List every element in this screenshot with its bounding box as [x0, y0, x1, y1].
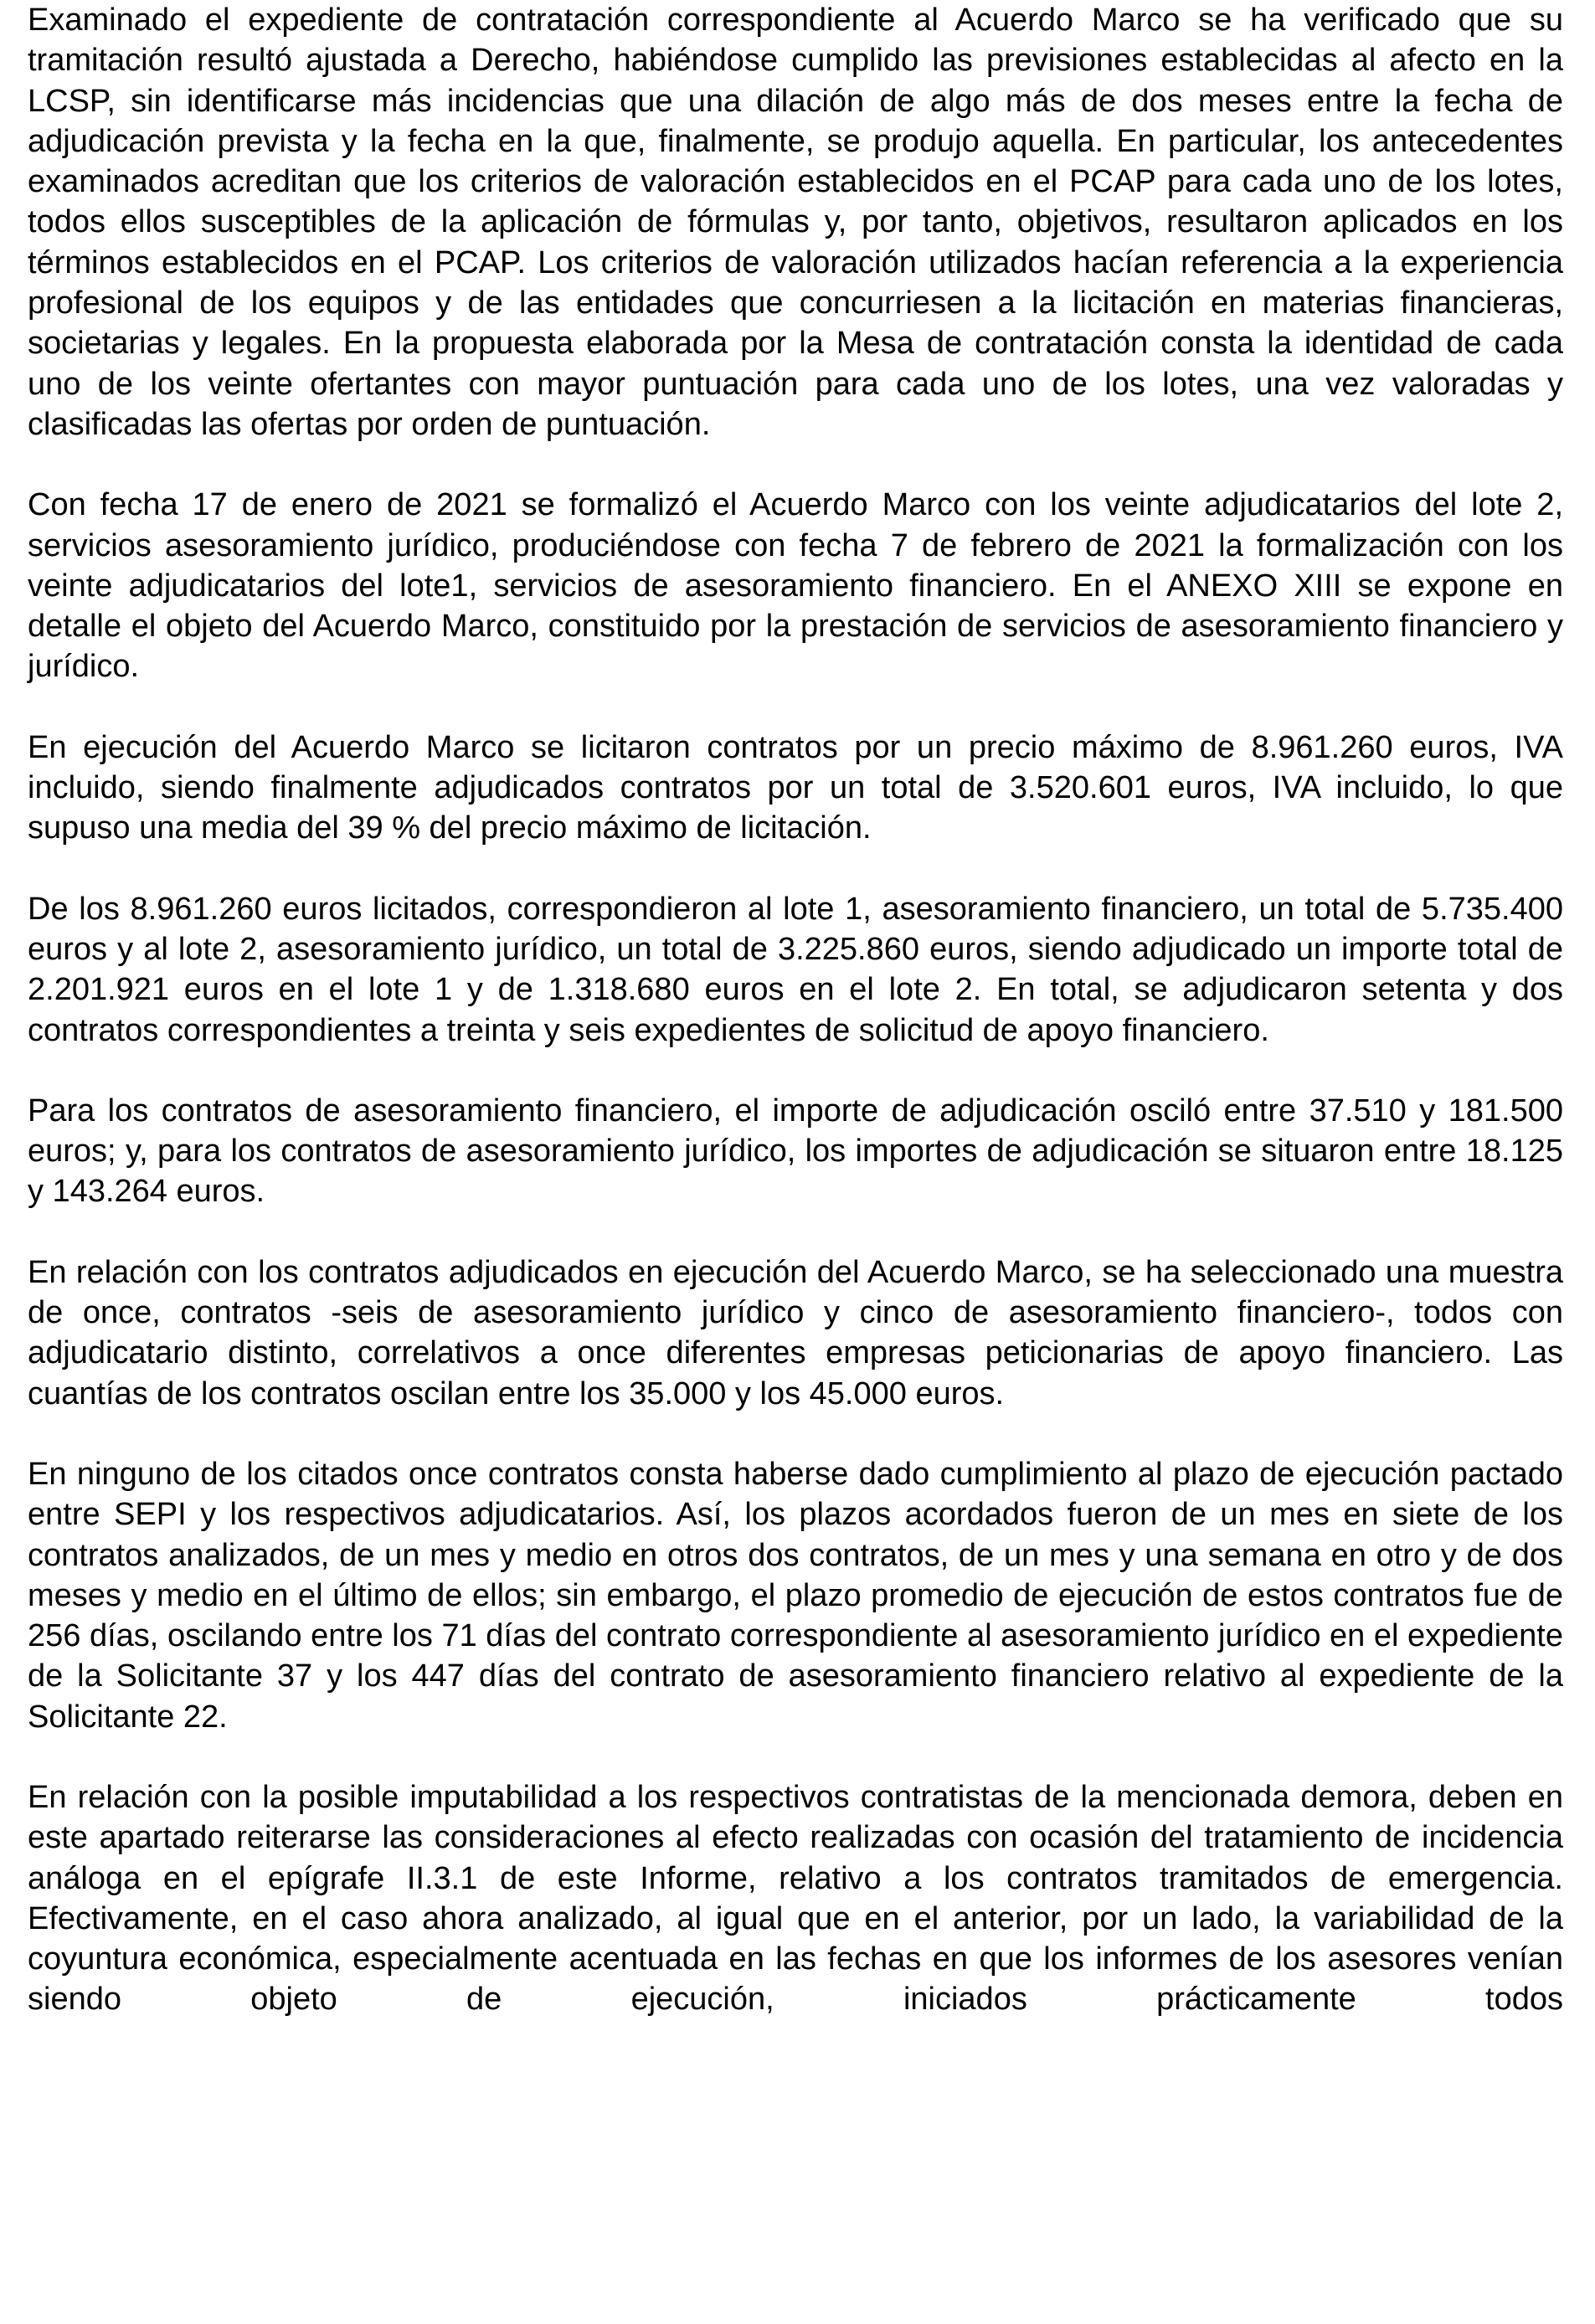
paragraph-2: Con fecha 17 de enero de 2021 se formalizó el Acuerdo Marco con los veinte adjudicatarios del lote 2, servicios asesoramiento jurídico, produciéndose con fecha 7 de febrero de 2021 la formalización con los veinte adjudicatarios del lote1, servicios de asesoramiento financiero. En el ANEXO XIII se expone en detalle el objeto del Acuerdo Marco, constituido por la prestación de servicios de asesoramiento financiero y jurídico. — [28, 487, 1563, 685]
paragraph-6: En relación con los contratos adjudicados en ejecución del Acuerdo Marco, se ha seleccionado una muestra de once, contratos -seis de asesoramiento jurídico y cinco de asesoramiento financiero-, todos con adjudicatario distinto, correlativos a once diferentes empresas peticionarias de apoyo financiero. Las cuantías de los contratos oscilan entre los 35.000 y los 45.000 euros. — [28, 1254, 1563, 1411]
paragraph-3: En ejecución del Acuerdo Marco se licitaron contratos por un precio máximo de 8.961.260 euros, IVA incluido, siendo finalmente adjudicados contratos por un total de 3.520.601 euros, IVA incluido, lo que supuso una media del 39 % del precio máximo de licitación. — [28, 729, 1563, 846]
paragraph-1: Examinado el expediente de contratación correspondiente al Acuerdo Marco se ha verificado que su tramitación resultó ajustada a Derecho, habiéndose cumplido las previsiones establecidas al afecto en la LCSP, sin identificarse más incidencias que una dilación de algo más de dos meses entre la fecha de adjudicación prevista y la fecha en la que, finalmente, se produjo aquella. En particular, los antecedentes examinados acreditan que los criterios de valoración establecidos en el PCAP para cada uno de los lotes, todos ellos susceptibles de la aplicación de fórmulas y, por tanto, objetivos, resultaron aplicados en los términos establecidos en el PCAP. Los criterios de valoración utilizados hacían referencia a la experiencia profesional de los equipos y de las entidades que concurriesen a la licitación en materias financieras, societarias y legales. En la propuesta elaborada por la Mesa de contratación consta la identidad de cada uno de los veinte ofertantes con mayor puntuación para cada uno de los lotes, una vez valoradas y clasificadas las ofertas por orden de puntuación. — [28, 3, 1563, 442]
document-body — [28, 0, 1563, 2020]
paragraph-4: De los 8.961.260 euros licitados, correspondieron al lote 1, asesoramiento financiero, un total de 5.735.400 euros y al lote 2, asesoramiento jurídico, un total de 3.225.860 euros, siendo adjudicado un importe total de 2.201.921 euros en el lote 1 y de 1.318.680 euros en el lote 2. En total, se adjudicaron setenta y dos contratos correspondientes a treinta y seis expedientes de solicitud de apoyo financiero. — [28, 891, 1563, 1048]
paragraph-7: En ninguno de los citados once contratos consta haberse dado cumplimiento al plazo de ejecución pactado entre SEPI y los respectivos adjudicatarios. Así, los plazos acordados fueron de un mes en siete de los contratos analizados, de un mes y medio en otros dos contratos, de un mes y una semana en otro y de dos meses y medio en el último de ellos; sin embargo, el plazo promedio de ejecución de estos contratos fue de 256 días, oscilando entre los 71 días del contrato correspondiente al asesoramiento jurídico en el expediente de la Solicitante 37 y los 447 días del contrato de asesoramiento financiero relativo al expediente de la Solicitante 22. — [28, 1456, 1563, 1735]
paragraph-8: En relación con la posible imputabilidad a los respectivos contratistas de la mencionada demora, deben en este apartado reiterarse las consideraciones al efecto realizadas con ocasión del tratamiento de incidencia análoga en el epígrafe II.3.1 de este Informe, relativo a los contratos tramitados de emergencia. Efectivamente, en el caso ahora analizado, al igual que en el anterior, por un lado, la variabilidad de la coyuntura económica, especialmente acentuada en las fechas en que los informes de los asesores venían siendo objeto de ejecución, iniciados prácticamente todos — [28, 1779, 1563, 2018]
paragraph-5: Para los contratos de asesoramiento financiero, el importe de adjudicación osciló entre 37.510 y 181.500 euros; y, para los contratos de asesoramiento jurídico, los importes de adjudicación se situaron entre 18.125 y 143.264 euros. — [28, 1093, 1563, 1210]
